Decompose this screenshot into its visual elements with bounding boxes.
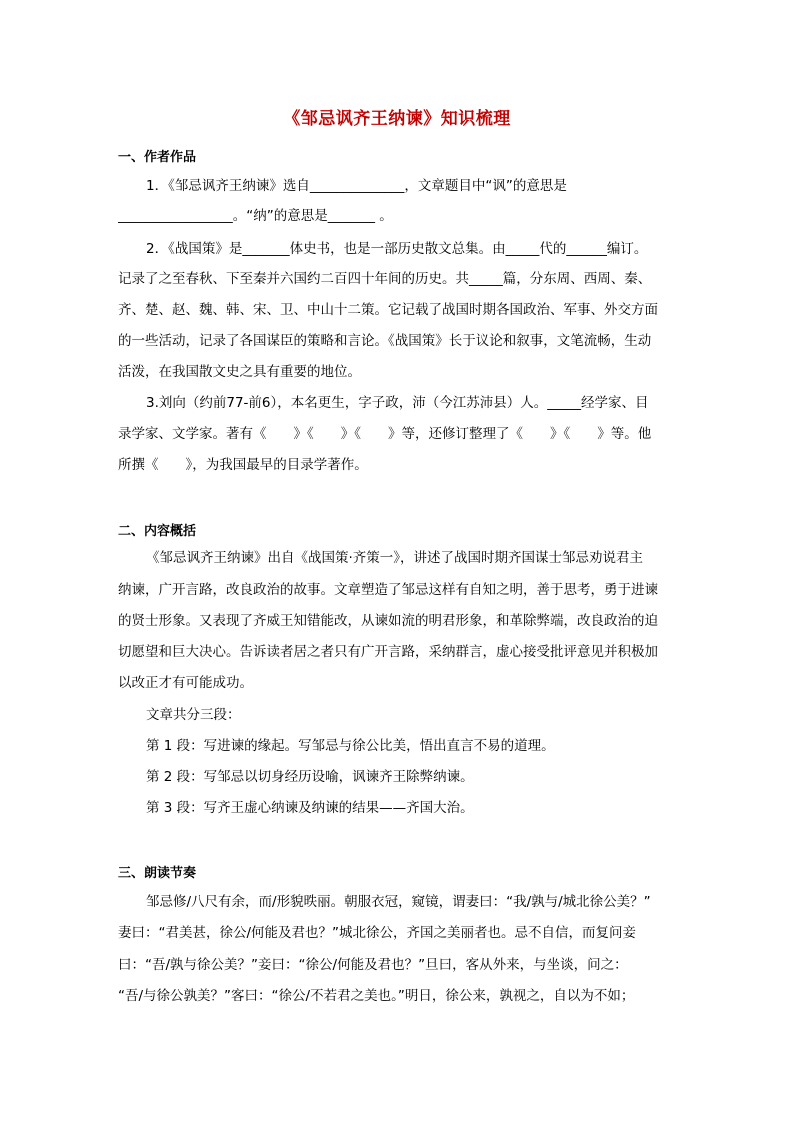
document-title: 《邹忌讽齐王纳谏》知识梳理 <box>283 109 511 129</box>
paragraph-line: 第 2 段：写邹忌以切身经历设喻，讽谏齐王除弊纳谏。 <box>146 769 474 785</box>
section-heading-reading-rhythm: 三、朗读节奏 <box>118 866 197 881</box>
paragraph-line: 邹忌修/八尺有余，而/形貌昳丽。朝服衣冠，窥镜，谓妻曰：“我/孰与/城北徐公美？” <box>146 894 651 910</box>
paragraph-line: 所撰《 》，为我国最早的目录学著作。 <box>118 457 368 473</box>
paragraph-line: “吾/与徐公孰美？”客曰：“徐公/不若君之美也。”明日，徐公来，孰视之，自以为不如； <box>118 988 635 1004</box>
paragraph-line: 活泼，在我国散文史之具有重要的地位。 <box>118 364 361 380</box>
paragraph-line: 《邹忌讽齐王纳谏》出自《战国策·齐策一》，讲述了战国时期齐国谋士邹忌劝说君主 <box>146 550 644 566</box>
paragraph-line: _________________。“纳”的意思是_______ 。 <box>118 208 393 224</box>
section-heading-author: 一、作者作品 <box>118 150 197 165</box>
paragraph-line: 妻曰：“君美甚，徐公/何能及君也？”城北徐公，齐国之美丽者也。忌不自信，而复问妾 <box>118 925 637 941</box>
paragraph-line: 文章共分三段： <box>146 707 241 723</box>
paragraph-line: 第 1 段：写进谏的缘起。写邹忌与徐公比美，悟出直言不易的道理。 <box>146 738 555 754</box>
paragraph-line: 记录了之至春秋、下至秦并六国约二百四十年间的历史。共_____篇，分东周、西周、秦、 <box>118 271 652 287</box>
paragraph-line: 第 3 段：写齐王虚心纳谏及纳谏的结果——齐国大治。 <box>146 800 474 816</box>
paragraph-line: 以改正才有可能成功。 <box>118 675 253 691</box>
paragraph-line: 切愿望和巨大决心。告诉读者居之者只有广开言路，采纳群言，虚心接受批评意见并积极加 <box>118 644 658 660</box>
paragraph-line: 曰：“吾/孰与徐公美？”妾曰：“徐公/何能及君也？”旦曰，客从外来，与坐谈，问之： <box>118 957 628 973</box>
paragraph-line: 录学家、文学家。著有《 》《 》《 》等，还修订整理了《 》《 》等。他 <box>118 426 652 442</box>
paragraph-line: 的一些活动，记录了各国谋臣的策略和言论。《战国策》长于议论和叙事，文笔流畅，生动 <box>118 333 652 349</box>
section-heading-summary: 二、内容概括 <box>118 524 197 539</box>
paragraph-line: 齐、楚、赵、魏、韩、宋、卫、中山十二策。它记载了战国时期各国政治、军事、外交方面 <box>118 302 658 318</box>
paragraph-line: 纳谏，广开言路，改良政治的故事。文章塑造了邹忌这样有自知之明，善于思考，勇于进谏 <box>118 582 658 598</box>
paragraph-line: 2．《战国策》是_______体史书，也是一部历史散文总集。由_____代的______编订。 <box>146 241 648 257</box>
paragraph-line: 3.刘向（约前77-前6），本名更生，字子政，沛（今江苏沛县）人。_____经学家、目 <box>146 395 649 411</box>
paragraph-line: 1．《邹忌讽齐王纳谏》选自______________，文章题目中“讽”的意思是 <box>146 178 567 194</box>
paragraph-line: 的贤士形象。又表现了齐威王知错能改，从谏如流的明君形象，和革除弊端，改良政治的迫 <box>118 613 658 629</box>
